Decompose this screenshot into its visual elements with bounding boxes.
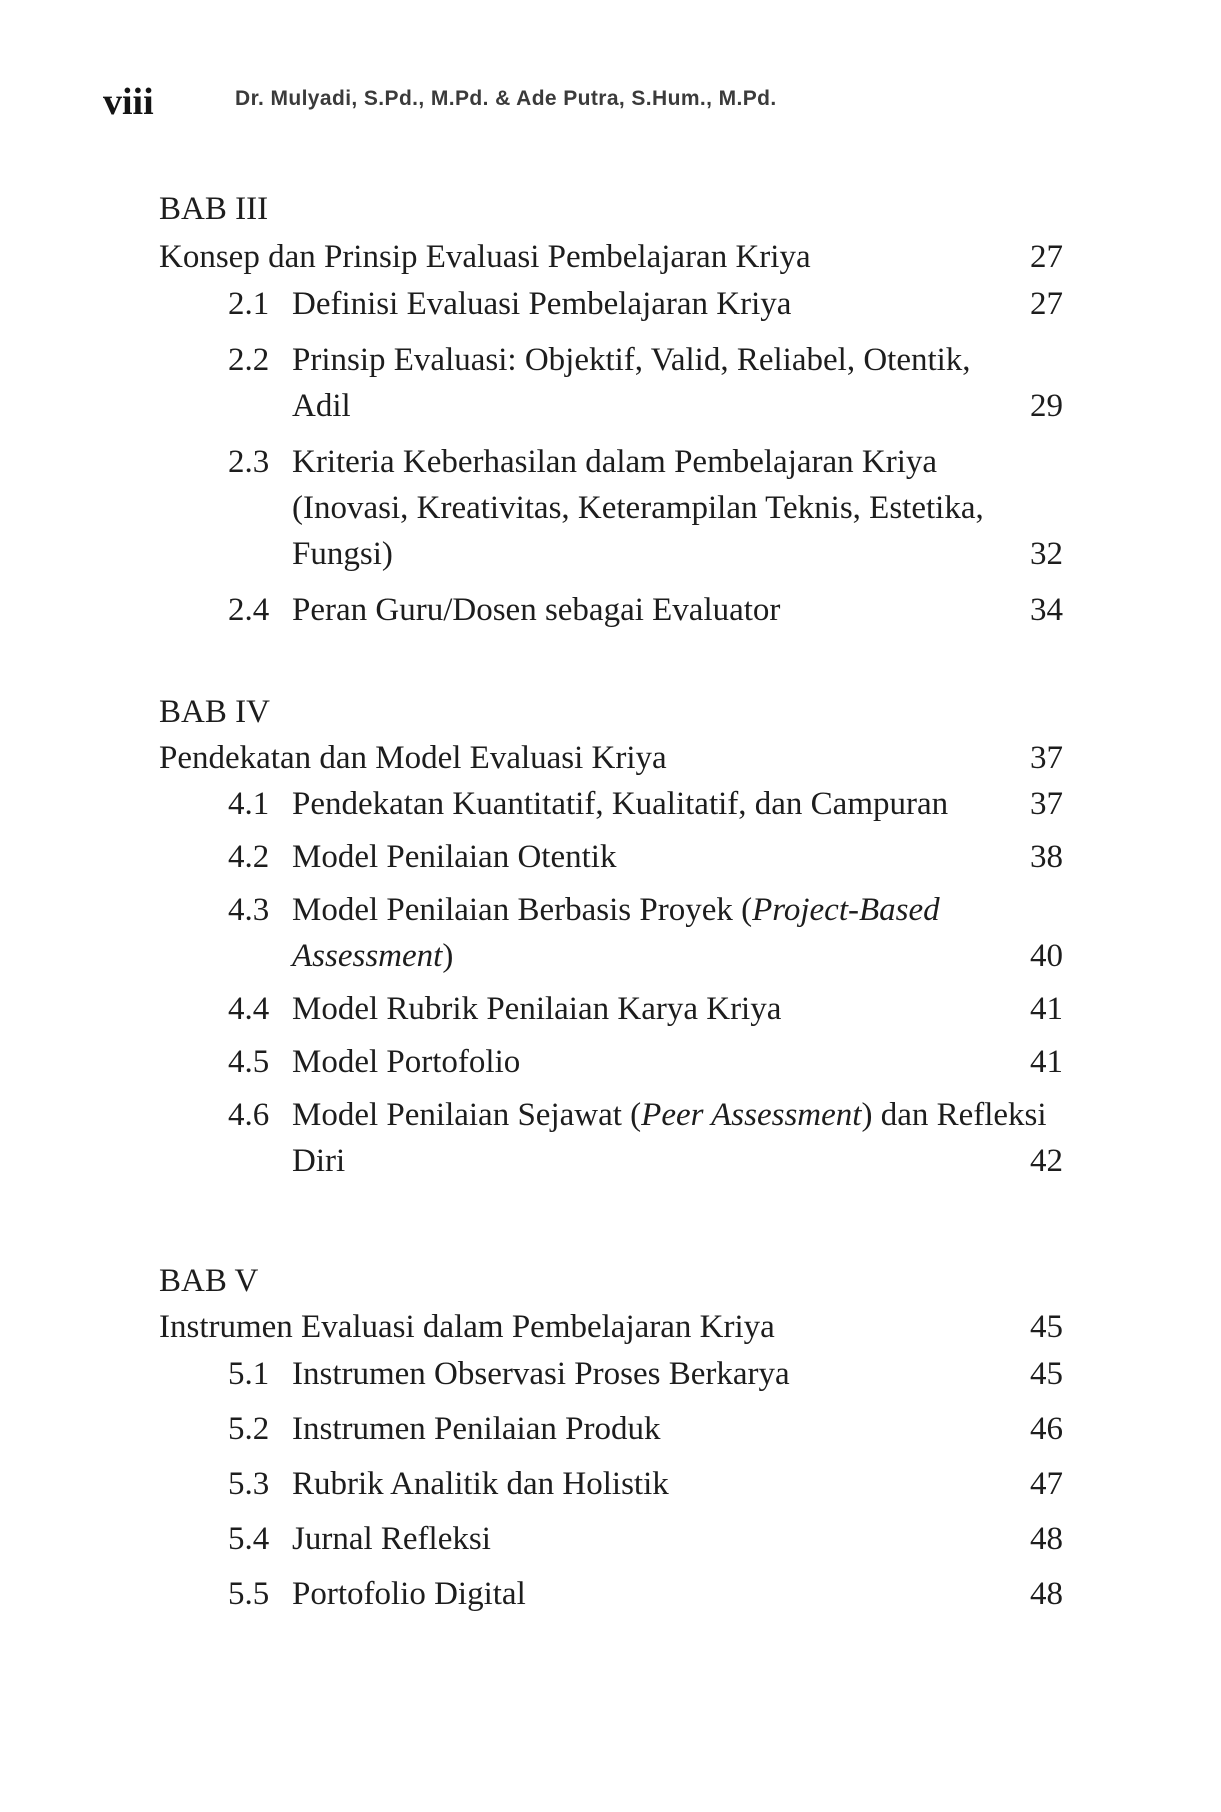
chapter-title: Pendekatan dan Model Evaluasi Kriya (159, 740, 667, 776)
chapter-title-entry (0, 234, 1221, 280)
table-of-contents (0, 186, 1221, 1617)
section-number: 5.3 (228, 1466, 270, 1502)
chapter-bab-iv (0, 689, 1221, 1184)
section-number: 4.3 (228, 892, 270, 928)
page-ref: 41 (1030, 991, 1063, 1027)
chapter-title: Instrumen Evaluasi dalam Pembelajaran Kriya (159, 1309, 775, 1345)
toc-entry (0, 1406, 1221, 1452)
page-ref: 29 (1030, 388, 1063, 424)
page-ref: 37 (1030, 786, 1063, 822)
section-title: Pendekatan Kuantitatif, Kualitatif, dan Campuran (292, 786, 949, 822)
toc-entry (0, 1351, 1221, 1397)
section-title-continued: Adil (292, 388, 351, 424)
toc-entry (0, 986, 1221, 1032)
toc-entry (0, 1461, 1221, 1507)
page-ref: 27 (1030, 286, 1063, 322)
toc-entry (0, 337, 1221, 429)
toc-entry (0, 1516, 1221, 1562)
section-title (292, 1092, 1221, 1138)
page-ref: 48 (1030, 1576, 1063, 1612)
page-ref: 32 (1030, 536, 1063, 572)
page-ref: 27 (1030, 239, 1063, 275)
toc-entry (0, 1092, 1221, 1184)
page-ref: 48 (1030, 1521, 1063, 1557)
page-ref: 45 (1030, 1309, 1063, 1345)
section-number: 5.5 (228, 1576, 270, 1612)
running-head-authors: Dr. Mulyadi, S.Pd., M.Pd. & Ade Putra, S.Hum., M.Pd. (235, 87, 777, 110)
section-title: Jurnal Refleksi (292, 1521, 491, 1557)
section-title: Prinsip Evaluasi: Objektif, Valid, Reliabel, Otentik, (292, 342, 971, 378)
toc-entry (0, 281, 1221, 327)
toc-entry (0, 887, 1221, 979)
section-number: 4.1 (228, 786, 270, 822)
chapter-bab-iii (0, 186, 1221, 633)
section-title: Model Penilaian Otentik (292, 839, 617, 875)
section-number: 2.4 (228, 592, 270, 628)
title-text: Model Penilaian Sejawat ( (292, 1097, 642, 1133)
title-text: ) dan Refleksi (861, 1097, 1047, 1133)
section-title-continued (292, 933, 1221, 979)
section-number: 4.5 (228, 1044, 270, 1080)
title-text: ) (442, 938, 454, 974)
section-title: Portofolio Digital (292, 1576, 526, 1612)
chapter-title-entry (0, 1304, 1221, 1350)
section-title: Model Portofolio (292, 1044, 521, 1080)
section-title: Model Rubrik Penilaian Karya Kriya (292, 991, 782, 1027)
section-number: 5.1 (228, 1356, 270, 1392)
page-ref: 46 (1030, 1411, 1063, 1447)
toc-entry (0, 781, 1221, 827)
page-ref: 37 (1030, 740, 1063, 776)
title-text-italic: Assessment (292, 938, 443, 974)
section-title: Definisi Evaluasi Pembelajaran Kriya (292, 286, 792, 322)
toc-entry (0, 834, 1221, 880)
toc-entry (0, 587, 1221, 633)
section-number: 2.1 (228, 286, 270, 322)
page-ref: 40 (1030, 938, 1063, 974)
chapter-title: Konsep dan Prinsip Evaluasi Pembelajaran Kriya (159, 239, 811, 275)
section-number: 4.4 (228, 991, 270, 1027)
title-text-italic: Project-Based (752, 892, 940, 928)
section-title: Peran Guru/Dosen sebagai Evaluator (292, 592, 781, 628)
page-number-roman: viii (103, 81, 154, 123)
toc-entry (0, 1571, 1221, 1617)
chapter-label: BAB IV (159, 694, 270, 730)
section-title: Kriteria Keberhasilan dalam Pembelajaran Kriya (292, 444, 938, 480)
section-number: 2.2 (228, 342, 270, 378)
section-title: Instrumen Observasi Proses Berkarya (292, 1356, 790, 1392)
title-text-italic: Peer Assessment (641, 1097, 862, 1133)
chapter-label: BAB V (159, 1263, 259, 1299)
page-ref: 45 (1030, 1356, 1063, 1392)
section-title (292, 887, 1221, 933)
section-title-continued: Diri (292, 1143, 346, 1179)
section-title: Rubrik Analitik dan Holistik (292, 1466, 669, 1502)
section-title-continued: Fungsi) (292, 536, 393, 572)
section-number: 5.2 (228, 1411, 270, 1447)
toc-entry (0, 439, 1221, 577)
section-number: 5.4 (228, 1521, 270, 1557)
chapter-label: BAB III (159, 191, 269, 227)
toc-entry (0, 1039, 1221, 1085)
page-ref: 38 (1030, 839, 1063, 875)
chapter-title-entry (0, 735, 1221, 781)
page-ref: 41 (1030, 1044, 1063, 1080)
title-text: Model Penilaian Berbasis Proyek ( (292, 892, 753, 928)
page-ref: 42 (1030, 1143, 1063, 1179)
section-number: 2.3 (228, 444, 270, 480)
section-title-continued: (Inovasi, Kreativitas, Keterampilan Teknis, Estetika, (292, 490, 984, 526)
section-number: 4.6 (228, 1097, 270, 1133)
chapter-bab-v (0, 1258, 1221, 1617)
section-title: Instrumen Penilaian Produk (292, 1411, 661, 1447)
section-number: 4.2 (228, 839, 270, 875)
page-ref: 34 (1030, 592, 1063, 628)
page-ref: 47 (1030, 1466, 1063, 1502)
